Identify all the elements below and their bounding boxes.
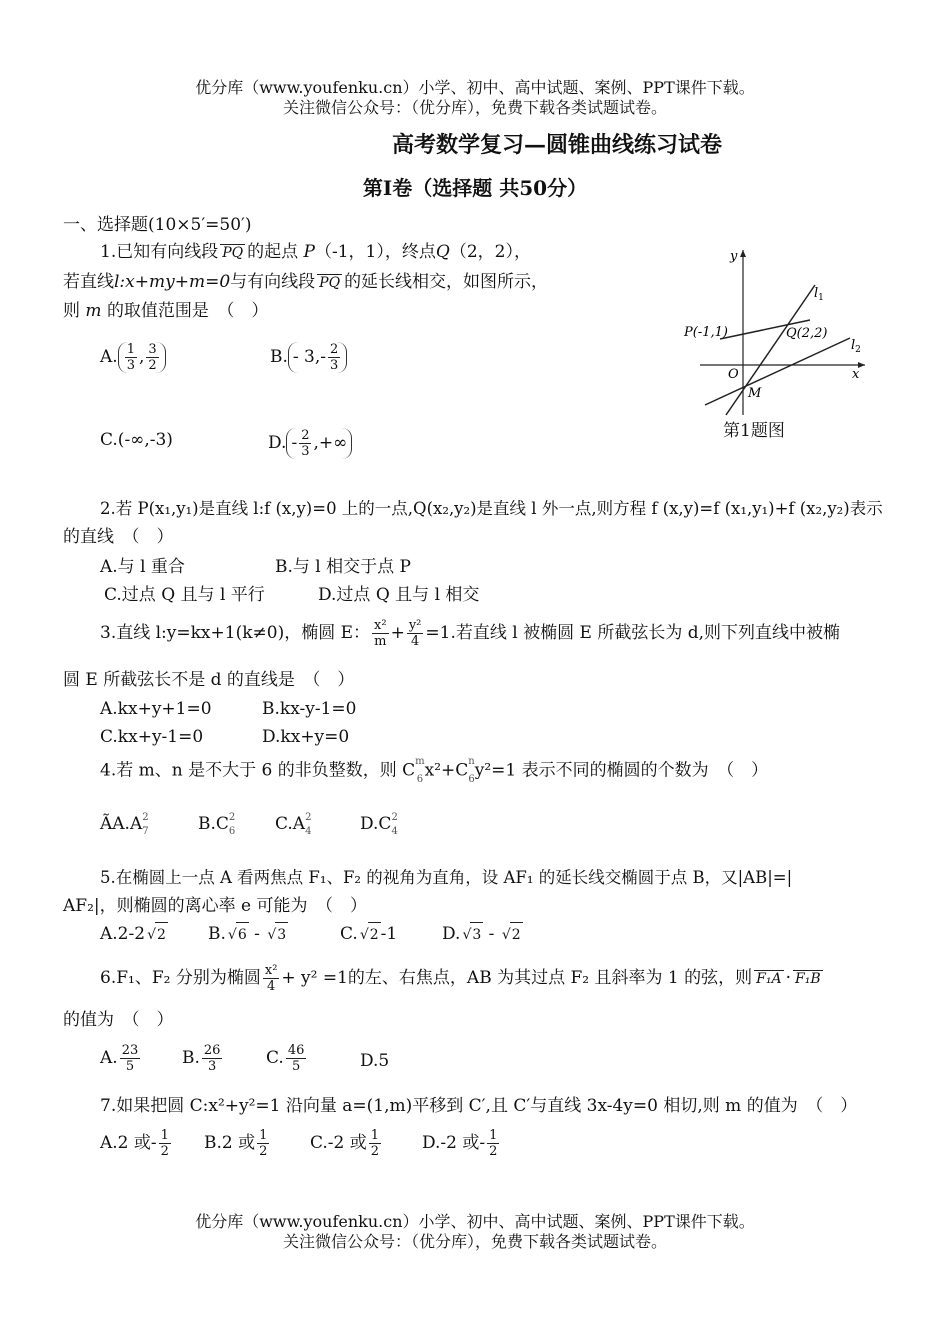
q5-option-d: D.√ 3 - √ 2 — [442, 922, 523, 947]
q1-option-b-label: B. — [270, 347, 288, 367]
q4-text-a: 4.若 m、n 是不大于 6 的非负整数，则 C — [100, 760, 416, 781]
q4-option-a: ÃA.A 2 7 — [100, 812, 149, 837]
q6-text-a: 6.F₁、F₂ 分别为椭圆 — [100, 968, 261, 988]
footer-line-1: 优分库（www.youfenku.cn）小学、初中、高中试题、案例、PPT课件下载。 — [195, 1212, 755, 1231]
q4-option-b: B.C 2 6 — [198, 812, 236, 837]
q1-option-d-label: D. — [268, 433, 287, 453]
q1-option-b-frac: $\frac{2}{3}$ — [330, 342, 339, 373]
q1-text-d: （2，2）， — [449, 242, 531, 262]
q3-text-b: =1.若直线 l 被椭圆 E 所截弦长为 d,则下列直线中被椭 — [425, 623, 841, 643]
q1-option-a-frac2: $\frac{3}{2}$ — [148, 342, 157, 373]
q1-option-a-interval: $\frac{1}{3}$ , $\frac{3}{2}$ — [118, 342, 166, 373]
q6-dot: · — [785, 968, 791, 988]
label-origin: O — [728, 367, 739, 382]
label-x: x — [852, 367, 860, 382]
q2-option-c: C.过点 Q 且与 l 平行 — [104, 585, 265, 605]
q2-line-1: 2.若 P(x₁,y₁)是直线 l:f (x,y)=0 上的一点,Q(x₂,y₂)是直线 l 外一点,则方程 f (x,y)=f (x₁,y₁)+f (x₂,y₂)表示 — [100, 499, 883, 518]
section-heading: 一、选择题(10×5′=50′) — [63, 215, 252, 235]
q6-vec-f1a: F₁A — [756, 971, 782, 987]
q1-text-b: 的起点 — [247, 242, 299, 262]
q3-plus: + — [390, 623, 405, 643]
label-q: Q(2,2) — [786, 326, 828, 341]
q1-text-g: 的延长线相交，如图所示， — [344, 272, 549, 292]
q1-text-c: （-1，1），终点 — [315, 242, 436, 262]
q1-var-m: m — [85, 301, 102, 321]
y-axis-arrow — [740, 250, 746, 257]
q1-option-d — [268, 428, 352, 459]
q6-option-a: A. $\frac{23}{5}$ — [100, 1043, 139, 1074]
q7-option-a: A.2 或- $\frac{1}{2}$ — [100, 1128, 169, 1159]
q5-option-c: C.√ 2 -1 — [340, 922, 397, 947]
q4-text-b: x²+C — [424, 760, 469, 781]
q4-text-c: y²=1 表示不同的椭圆的个数为 （ ） — [474, 760, 769, 781]
q1-point-p: P — [303, 242, 315, 262]
paper-title: 高考数学复习—圆锥曲线练习试卷 — [392, 132, 723, 158]
q1-option-d-frac: $\frac{2}{3}$ — [301, 428, 310, 459]
label-y: y — [730, 249, 738, 264]
line-l2 — [705, 338, 850, 405]
q5-line-1: 5.在椭圆上一点 A 看两焦点 F₁、F₂ 的视角为直角，设 AF₁ 的延长线交椭圆于点 B，又|AB|=| — [100, 868, 793, 887]
q3-option-c: C.kx+y-1=0 — [100, 727, 204, 747]
q1-line-2 — [63, 270, 548, 294]
q7-line-1: 7.如果把圆 C:x²+y²=1 沿向量 a=(1,m)平移到 C′,且 C′与直线 3x-4y=0 相切,则 m 的值为 （ ） — [100, 1096, 858, 1116]
footer-line-2: 关注微信公众号：（优分库），免费下载各类试题试卷。 — [282, 1232, 667, 1251]
q7-option-c: C.-2 或 $\frac{1}{2}$ — [310, 1128, 380, 1159]
q1-point-q: Q — [435, 242, 450, 262]
line-l1 — [726, 285, 815, 415]
q3-line-1 — [100, 618, 840, 649]
q1-text-h: 则 — [63, 301, 80, 321]
q3-option-b: B.kx-y-1=0 — [262, 699, 357, 719]
q2-line-2: 的直线 （ ） — [63, 527, 174, 547]
q7-option-b: B.2 或 $\frac{1}{2}$ — [204, 1128, 268, 1159]
part-title: 第Ⅰ卷（选择题 共50分） — [362, 176, 588, 200]
q1-text-e: 若直线 — [63, 272, 114, 292]
q6-vec-f1b: F₁B — [795, 971, 821, 987]
q1-vec-pq: PQ — [222, 245, 244, 261]
q7-option-d: D.-2 或- $\frac{1}{2}$ — [422, 1128, 498, 1159]
header-line-2: 关注微信公众号：（优分库），免费下载各类试题试卷。 — [282, 98, 667, 117]
q6-frac: $\frac{\text{x²}}{4}$ — [264, 963, 278, 994]
q1-text-f: 与有向线段 — [230, 272, 316, 292]
q6-option-b: B. $\frac{26}{3}$ — [182, 1043, 221, 1074]
q4-line-1 — [100, 756, 768, 786]
q1-line-1 — [100, 240, 531, 264]
q3-frac-x: $\frac{\text{x²}}{m}$ — [374, 618, 387, 649]
q1-figure — [680, 240, 880, 420]
q1-text-a: 1.已知有向线段 — [100, 242, 219, 262]
q2-option-a: A.与 l 重合 — [100, 557, 185, 577]
q3-option-d: D.kx+y=0 — [262, 727, 350, 747]
q1-option-c: C.(-∞,-3) — [100, 430, 173, 450]
label-l2: $l_2$ — [851, 338, 861, 355]
q3-option-a: A.kx+y+1=0 — [100, 699, 212, 719]
q1-option-a — [100, 342, 166, 373]
q3-frac-y: $\frac{\text{y²}}{4}$ — [408, 618, 422, 649]
q2-option-d: D.过点 Q 且与 l 相交 — [318, 585, 480, 605]
q2-option-b: B.与 l 相交于点 P — [275, 557, 411, 577]
q1-option-b — [270, 342, 347, 373]
q5-line-2: AF₂|，则椭圆的离心率 e 可能为 （ ） — [63, 896, 367, 916]
q6-line-1 — [100, 963, 825, 994]
label-l1: $l_1$ — [814, 286, 824, 303]
q4-comb-2: n 6 — [468, 756, 475, 785]
q1-option-d-interval: - $\frac{2}{3}$ ,+∞ — [286, 428, 352, 459]
q4-option-d: D.C 2 4 — [360, 812, 398, 837]
q1-line-3 — [63, 299, 268, 323]
q6-option-c: C. $\frac{46}{5}$ — [266, 1043, 305, 1074]
header-line-1: 优分库（www.youfenku.cn）小学、初中、高中试题、案例、PPT课件下载。 — [195, 78, 755, 97]
q1-line-eq: l:x+my+m=0 — [114, 272, 231, 292]
q5-option-b: B.√ 6 - √ 3 — [208, 922, 288, 947]
q5-option-a: A.2-2√ 2 — [100, 922, 168, 947]
q1-text-i: 的取值范围是 （ ） — [106, 301, 269, 321]
q1-option-a-frac1: $\frac{1}{3}$ — [126, 342, 135, 373]
q6-option-d: D.5 — [360, 1051, 390, 1071]
q6-line-2: 的值为 （ ） — [63, 1010, 174, 1030]
label-p: P(-1,1) — [684, 325, 728, 340]
q4-comb-1: m 6 — [415, 756, 425, 785]
figure-caption: 第1题图 — [723, 421, 785, 441]
q3-text-a: 3.直线 l:y=kx+1(k≠0)，椭圆 E： — [100, 623, 371, 643]
q1-option-a-label: A. — [100, 347, 118, 367]
q1-option-b-interval: - 3,- $\frac{2}{3}$ — [288, 342, 347, 373]
q4-option-c: C.A 2 4 — [275, 812, 312, 837]
label-m: M — [748, 386, 762, 401]
q1-vec-pq-2: PQ — [319, 275, 341, 291]
q6-text-b: + y² =1的左、右焦点，AB 为其过点 F₂ 且斜率为 1 的弦，则 — [281, 968, 753, 988]
q3-line-2: 圆 E 所截弦长不是 d 的直线是 （ ） — [63, 670, 355, 690]
